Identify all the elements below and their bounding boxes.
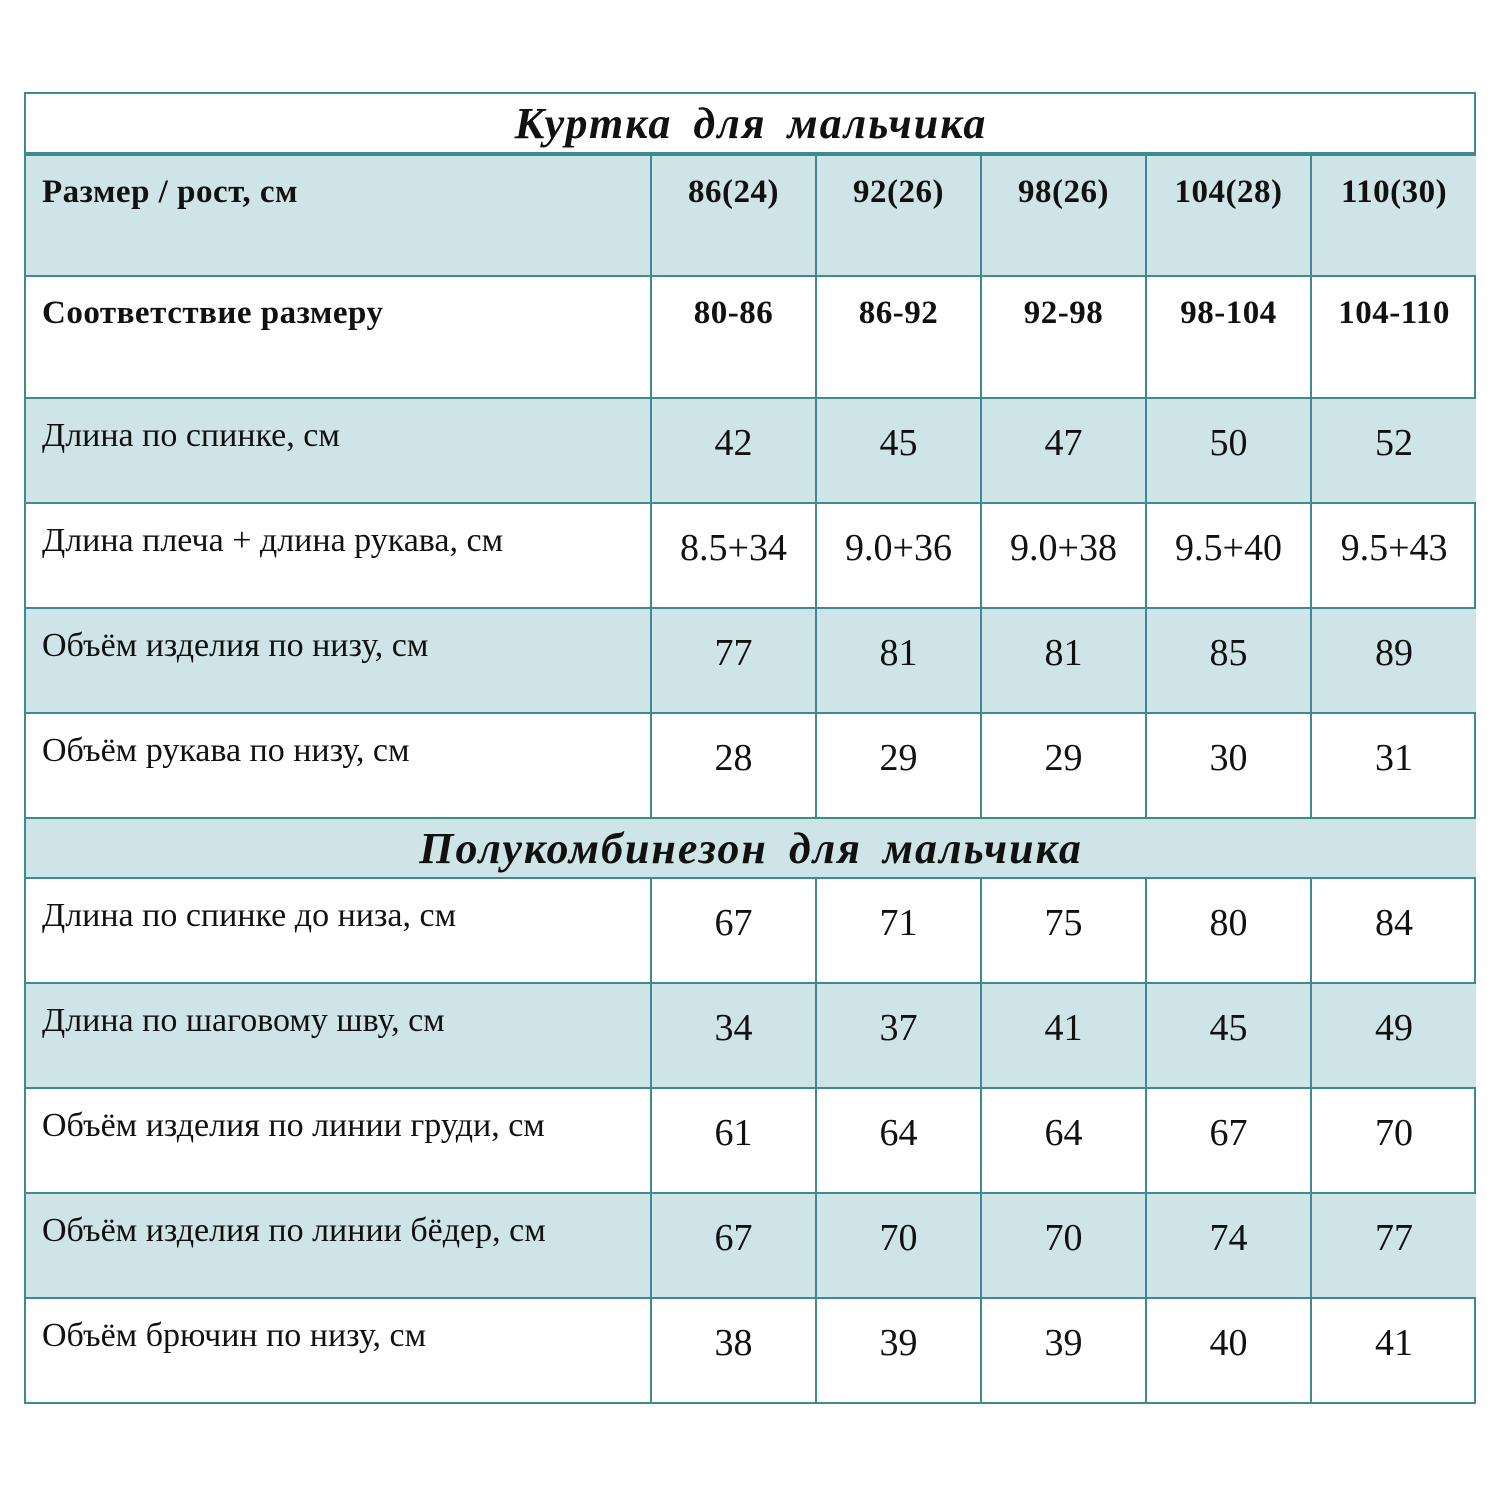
table-row xyxy=(26,1193,1476,1298)
row-label-size-match: Соответствие размеру xyxy=(26,276,651,398)
cell-value: 9.0+36 xyxy=(816,503,981,608)
cell-value: 37 xyxy=(816,983,981,1088)
cell-value: 64 xyxy=(981,1088,1146,1193)
cell-value: 52 xyxy=(1311,398,1476,503)
cell-value: 104(28) xyxy=(1146,154,1311,276)
cell-value: 34 xyxy=(651,983,816,1088)
jacket-title: Куртка для мальчика xyxy=(26,94,1476,154)
row-label: Длина плеча + длина рукава, см xyxy=(26,503,651,608)
row-label: Объём рукава по низу, см xyxy=(26,713,651,818)
cell-value: 29 xyxy=(816,713,981,818)
row-label: Длина по спинке до низа, см xyxy=(26,878,651,983)
cell-value: 9.5+40 xyxy=(1146,503,1311,608)
table-row xyxy=(26,878,1476,983)
table-row xyxy=(26,276,1476,398)
overalls-title: Полукомбинезон для мальчика xyxy=(26,818,1476,878)
table-row xyxy=(26,1088,1476,1193)
cell-value: 77 xyxy=(1311,1193,1476,1298)
row-label: Объём изделия по линии бёдер, см xyxy=(26,1193,651,1298)
cell-value: 104-110 xyxy=(1311,276,1476,398)
table-row xyxy=(26,713,1476,818)
cell-value: 9.5+43 xyxy=(1311,503,1476,608)
cell-value: 75 xyxy=(981,878,1146,983)
row-label: Длина по спинке, см xyxy=(26,398,651,503)
size-chart xyxy=(24,92,1476,1404)
cell-value: 28 xyxy=(651,713,816,818)
cell-value: 92(26) xyxy=(816,154,981,276)
cell-value: 61 xyxy=(651,1088,816,1193)
row-label: Объём изделия по линии груди, см xyxy=(26,1088,651,1193)
cell-value: 29 xyxy=(981,713,1146,818)
jacket-title-row xyxy=(26,94,1476,154)
cell-value: 81 xyxy=(816,608,981,713)
table-row xyxy=(26,398,1476,503)
cell-value: 92-98 xyxy=(981,276,1146,398)
cell-value: 67 xyxy=(651,1193,816,1298)
row-label: Длина по шаговому шву, см xyxy=(26,983,651,1088)
cell-value: 39 xyxy=(981,1298,1146,1403)
row-label: Объём брючин по низу, см xyxy=(26,1298,651,1403)
table-row xyxy=(26,1298,1476,1403)
cell-value: 74 xyxy=(1146,1193,1311,1298)
cell-value: 80-86 xyxy=(651,276,816,398)
cell-value: 50 xyxy=(1146,398,1311,503)
cell-value: 49 xyxy=(1311,983,1476,1088)
cell-value: 47 xyxy=(981,398,1146,503)
cell-value: 42 xyxy=(651,398,816,503)
cell-value: 67 xyxy=(1146,1088,1311,1193)
cell-value: 70 xyxy=(816,1193,981,1298)
cell-value: 9.0+38 xyxy=(981,503,1146,608)
size-table xyxy=(26,94,1476,1403)
cell-value: 71 xyxy=(816,878,981,983)
cell-value: 30 xyxy=(1146,713,1311,818)
cell-value: 45 xyxy=(816,398,981,503)
table-row xyxy=(26,154,1476,276)
cell-value: 38 xyxy=(651,1298,816,1403)
cell-value: 41 xyxy=(981,983,1146,1088)
cell-value: 31 xyxy=(1311,713,1476,818)
table-row xyxy=(26,608,1476,713)
cell-value: 40 xyxy=(1146,1298,1311,1403)
cell-value: 39 xyxy=(816,1298,981,1403)
overalls-title-row xyxy=(26,818,1476,878)
cell-value: 41 xyxy=(1311,1298,1476,1403)
cell-value: 98(26) xyxy=(981,154,1146,276)
row-label-size: Размер / рост, см xyxy=(26,154,651,276)
cell-value: 86(24) xyxy=(651,154,816,276)
cell-value: 84 xyxy=(1311,878,1476,983)
cell-value: 70 xyxy=(1311,1088,1476,1193)
cell-value: 80 xyxy=(1146,878,1311,983)
cell-value: 110(30) xyxy=(1311,154,1476,276)
table-row xyxy=(26,503,1476,608)
cell-value: 86-92 xyxy=(816,276,981,398)
cell-value: 89 xyxy=(1311,608,1476,713)
cell-value: 85 xyxy=(1146,608,1311,713)
cell-value: 77 xyxy=(651,608,816,713)
cell-value: 70 xyxy=(981,1193,1146,1298)
cell-value: 8.5+34 xyxy=(651,503,816,608)
cell-value: 98-104 xyxy=(1146,276,1311,398)
cell-value: 45 xyxy=(1146,983,1311,1088)
cell-value: 64 xyxy=(816,1088,981,1193)
row-label: Объём изделия по низу, см xyxy=(26,608,651,713)
table-row xyxy=(26,983,1476,1088)
cell-value: 67 xyxy=(651,878,816,983)
cell-value: 81 xyxy=(981,608,1146,713)
